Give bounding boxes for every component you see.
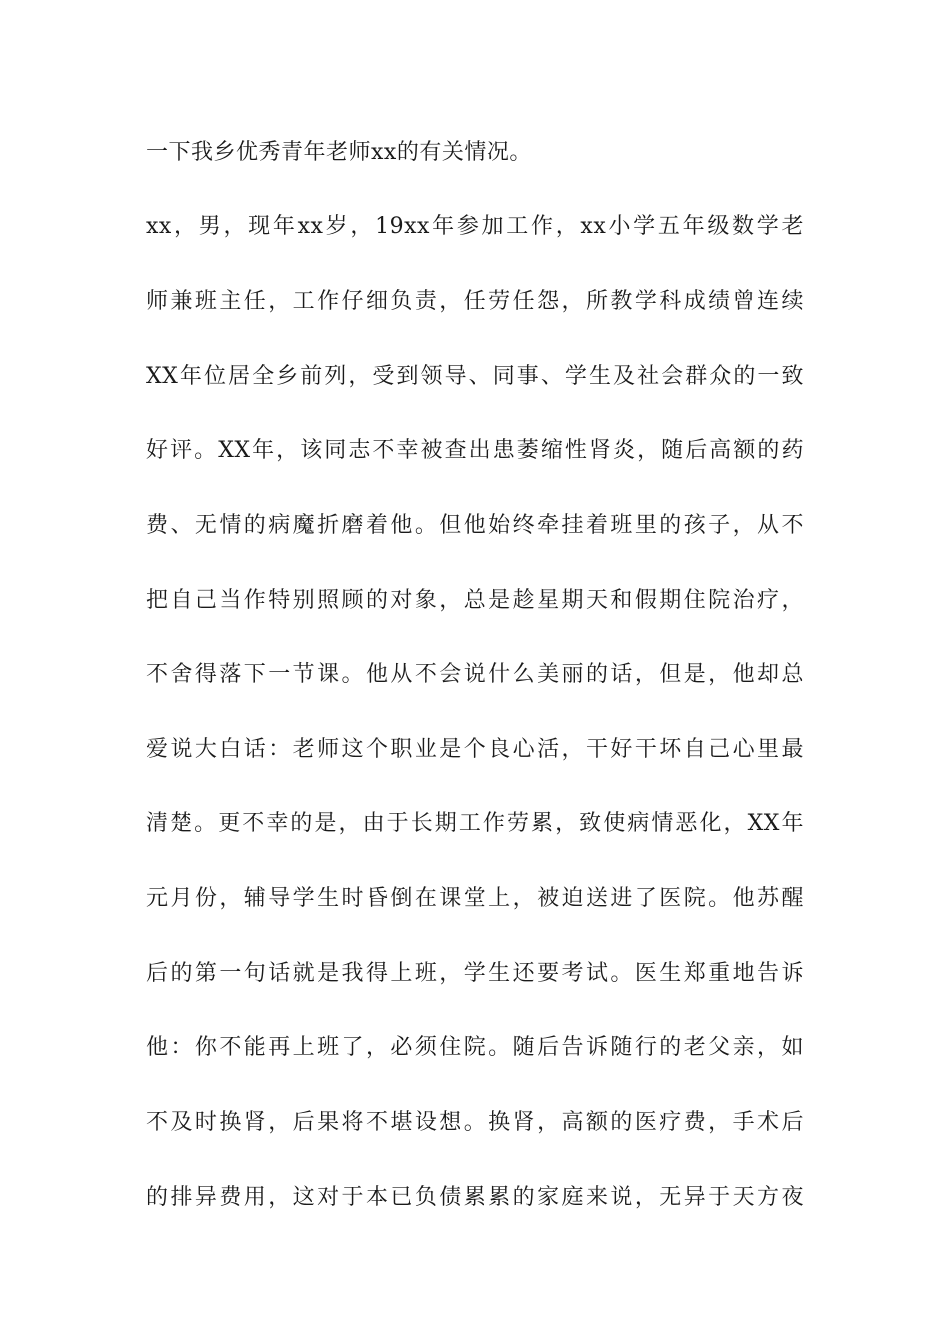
text-line: 爱说大白话：老师这个职业是个良心活，干好干坏自己心里最 [146,737,804,762]
text-line: 费、无情的病魔折磨着他。但他始终牵挂着班里的孩子，从不 [146,513,804,538]
text-line: 好评。XX年，该同志不幸被查出患萎缩性肾炎，随后高额的药 [146,438,804,463]
text-line: 不及时换肾，后果将不堪设想。换肾，高额的医疗费，手术后 [146,1110,804,1135]
text-line: 一下我乡优秀青年老师xx的有关情况。 [146,140,532,165]
text-line: 师兼班主任，工作仔细负责，任劳任怨，所教学科成绩曾连续 [146,289,804,314]
text-line: 把自己当作特别照顾的对象，总是趁星期天和假期住院治疗， [146,588,804,613]
text-line: 清楚。更不幸的是，由于长期工作劳累，致使病情恶化，XX年 [146,811,804,836]
text-line: XX年位居全乡前列，受到领导、同事、学生及社会群众的一致 [146,364,804,389]
text-line: 元月份，辅导学生时昏倒在课堂上，被迫送进了医院。他苏醒 [146,886,804,911]
text-line: 不舍得落下一节课。他从不会说什么美丽的话，但是，他却总 [146,662,804,687]
text-line: xx，男，现年xx岁，19xx年参加工作，xx小学五年级数学老 [146,214,804,239]
text-line: 后的第一句话就是我得上班，学生还要考试。医生郑重地告诉 [146,961,804,986]
text-line: 的排异费用，这对于本已负债累累的家庭来说，无异于天方夜 [146,1185,804,1210]
text-line: 他：你不能再上班了，必须住院。随后告诉随行的老父亲，如 [146,1035,804,1060]
